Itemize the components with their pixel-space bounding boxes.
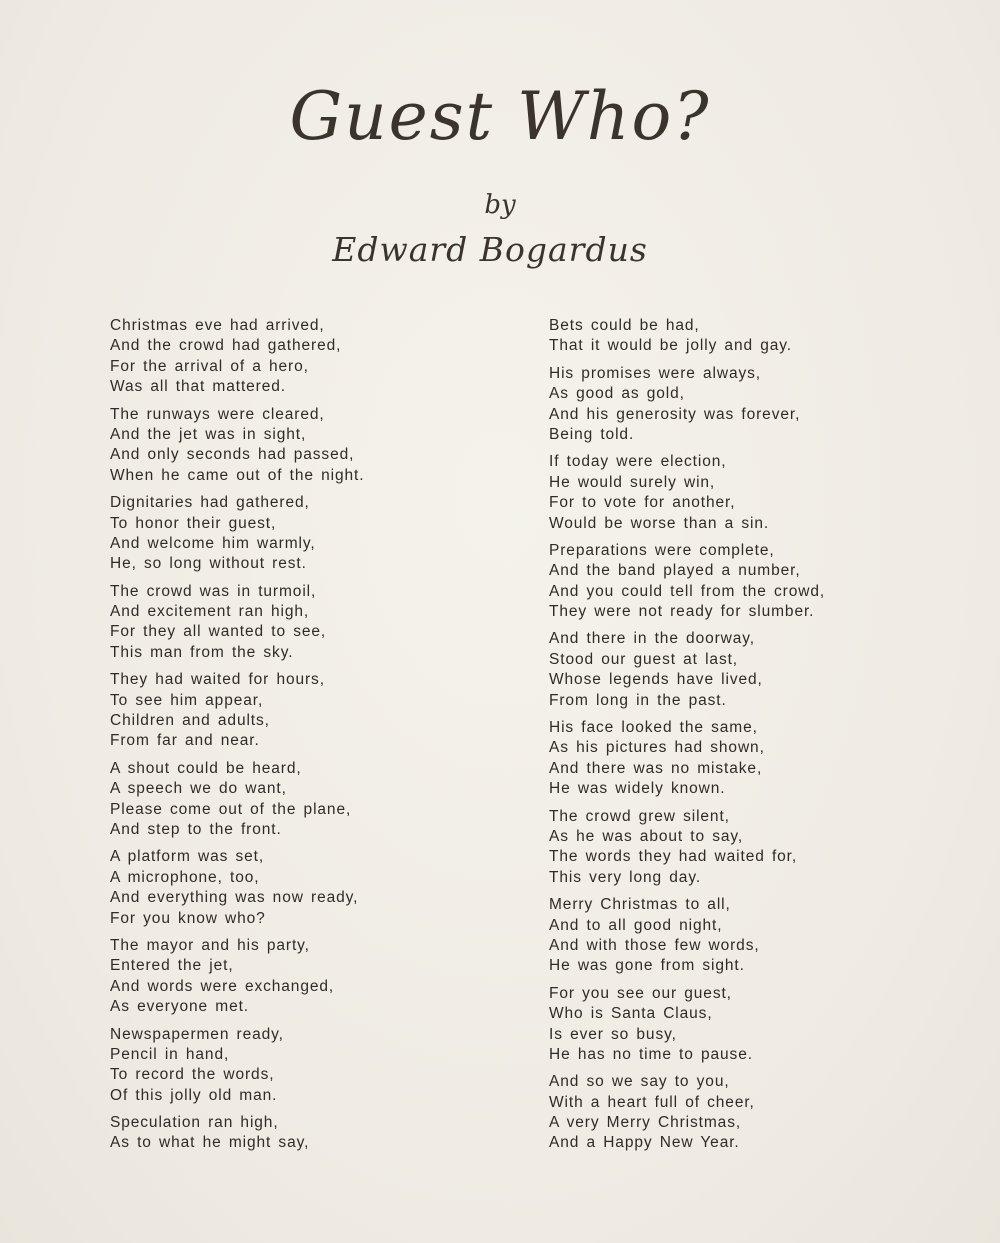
poem-line: Entered the jet, <box>110 957 234 975</box>
poem-line: For you know who? <box>110 909 266 927</box>
poem-line: For they all wanted to see, <box>110 623 327 641</box>
poem-stanza <box>110 936 510 1018</box>
poem-line: And welcome him warmly, <box>110 534 316 552</box>
poem-stanza <box>549 718 969 800</box>
poem-line: Dignitaries had gathered, <box>110 494 310 512</box>
poem-stanza <box>549 895 969 977</box>
poem-line: A platform was set, <box>110 848 265 866</box>
poem-line: And to all good night, <box>549 916 723 934</box>
poem-line: This man from the sky. <box>110 643 294 661</box>
poem-stanza <box>110 493 510 575</box>
poem-line: For the arrival of a hero, <box>110 357 309 375</box>
poem-stanza <box>549 1072 969 1154</box>
poem-line: A microphone, too, <box>110 868 260 886</box>
poem-line: Stood our guest at last, <box>549 650 739 668</box>
poem-stanza <box>549 452 969 534</box>
poem-line: This very long day. <box>549 868 702 886</box>
byline-by: by <box>484 190 516 220</box>
poem-line: And only seconds had passed, <box>110 446 355 464</box>
poem-line: The crowd grew silent, <box>549 807 730 825</box>
poem-line: And you could tell from the crowd, <box>549 582 826 600</box>
poem-stanza <box>549 541 969 623</box>
poem-line: To see him appear, <box>110 691 264 709</box>
poem-line: Bets could be had, <box>549 317 700 334</box>
poem-stanza <box>110 582 510 664</box>
poem-line: That it would be jolly and gay. <box>549 337 792 355</box>
poem-line: Pencil in hand, <box>110 1045 230 1063</box>
poem-left-column <box>110 316 510 1161</box>
poem-line: Would be worse than a sin. <box>549 514 770 532</box>
poem-line: For you see our guest, <box>549 984 732 1002</box>
poem-stanza <box>549 316 969 357</box>
poem-line: And so we say to you, <box>549 1073 730 1091</box>
poem-line: The mayor and his party, <box>110 936 310 954</box>
poem-line: He, so long without rest. <box>110 555 307 573</box>
poem-line: The runways were cleared, <box>110 405 325 423</box>
poem-line: The crowd was in turmoil, <box>110 582 317 600</box>
poem-line: As he was about to say, <box>549 827 744 845</box>
poem-line: And everything was now ready, <box>110 889 359 907</box>
poem-line: Whose legends have lived, <box>549 671 763 689</box>
poem-line: To record the words, <box>110 1066 275 1084</box>
poem-line: They had waited for hours, <box>110 671 325 689</box>
poem-title: Guest Who? <box>289 78 711 155</box>
poem-line: To honor their guest, <box>110 514 277 532</box>
author-name: Edward Bogardus <box>332 230 648 269</box>
poem-line: As to what he might say, <box>110 1134 310 1152</box>
poem-stanza <box>110 1025 510 1107</box>
poem-line: And there in the doorway, <box>549 630 755 648</box>
poem-line: With a heart full of cheer, <box>549 1093 755 1111</box>
poem-line: Speculation ran high, <box>110 1114 279 1132</box>
poem-line: Merry Christmas to all, <box>549 896 731 914</box>
poem-stanza <box>110 847 510 929</box>
poem-line: Of this jolly old man. <box>110 1086 278 1104</box>
poem-line: Children and adults, <box>110 712 270 730</box>
poem-line: And with those few words, <box>549 936 760 954</box>
poem-stanza <box>110 670 510 752</box>
poem-line: The words they had waited for, <box>549 848 798 866</box>
poem-line: He would surely win, <box>549 473 716 491</box>
poem-line: Was all that mattered. <box>110 378 286 396</box>
poem-stanza <box>110 1113 510 1154</box>
poem-line: And the crowd had gathered, <box>110 337 342 355</box>
poem-line: A very Merry Christmas, <box>549 1114 742 1132</box>
poem-stanza <box>110 759 510 841</box>
poem-line: For to vote for another, <box>549 494 736 512</box>
poem-stanza <box>549 984 969 1066</box>
poem-line: Please come out of the plane, <box>110 800 352 818</box>
poem-line: And step to the front. <box>110 820 282 838</box>
poem-line: A speech we do want, <box>110 780 287 798</box>
poem-stanza <box>549 807 969 889</box>
poem-line: He was gone from sight. <box>549 957 745 975</box>
poem-line: Is ever so busy, <box>549 1025 677 1043</box>
poem-line: And the jet was in sight, <box>110 425 307 443</box>
poem-line: Being told. <box>549 425 635 443</box>
poem-line: And a Happy New Year. <box>549 1134 740 1152</box>
poem-line: As everyone met. <box>110 998 250 1016</box>
poem-line: Who is Santa Claus, <box>549 1005 713 1023</box>
poem-line: And excitement ran high, <box>110 603 310 621</box>
poem-line: If today were election, <box>549 453 727 471</box>
poem-stanza <box>110 405 510 487</box>
poem-right-column <box>549 316 969 1161</box>
poem-line: And words were exchanged, <box>110 977 335 995</box>
poem-line: Preparations were complete, <box>549 541 775 559</box>
poem-line: And the band played a number, <box>549 562 801 580</box>
poem-line: When he came out of the night. <box>110 466 365 484</box>
poem-line: His promises were always, <box>549 364 761 382</box>
poem-line: As his pictures had shown, <box>549 739 765 757</box>
poem-stanza <box>549 629 969 711</box>
poem-line: Christmas eve had arrived, <box>110 317 325 334</box>
poem-line: Newspapermen ready, <box>110 1025 284 1043</box>
poem-line: They were not ready for slumber. <box>549 603 815 621</box>
poem-stanza <box>110 316 510 398</box>
poem-line: As good as gold, <box>549 385 685 403</box>
poem-line: From long in the past. <box>549 691 727 709</box>
poem-line: He has no time to pause. <box>549 1045 753 1063</box>
poem-stanza <box>549 364 969 446</box>
poem-line: And his generosity was forever, <box>549 405 801 423</box>
poem-line: From far and near. <box>110 732 260 750</box>
poem-line: And there was no mistake, <box>549 759 763 777</box>
poem-line: He was widely known. <box>549 780 726 798</box>
poem-line: His face looked the same, <box>549 719 758 737</box>
poem-line: A shout could be heard, <box>110 759 302 777</box>
